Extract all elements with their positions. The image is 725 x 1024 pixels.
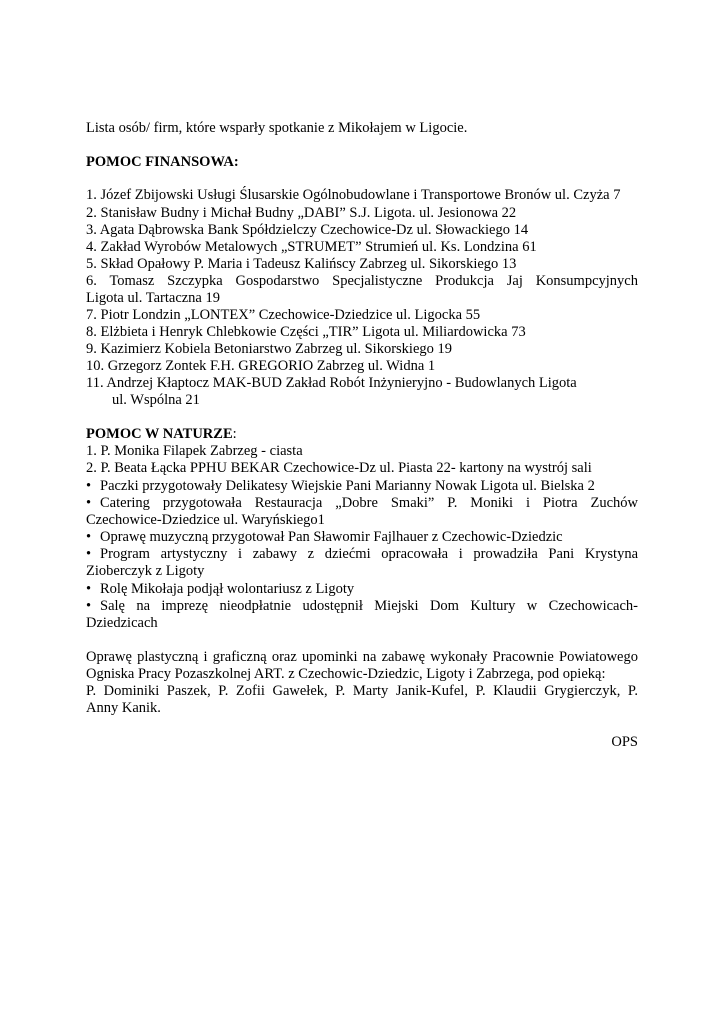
list-item: 5. Skład Opałowy P. Maria i Tadeusz Kalińscy Zabrzeg ul. Sikorskiego 13 [86, 256, 517, 272]
closing-line: Ogniska Pracy Pozaszkolnej ART. z Czechowic-Dziedzic, Ligoty i Zabrzega, pod opieką: [86, 666, 606, 682]
list-item: 6. Tomasz Szczypka Gospodarstwo Specjalistyczne Produkcja Jaj Konsumpcyjnych [86, 273, 638, 289]
bullet-continuation: Zioberczyk z Ligoty [86, 563, 205, 579]
list-item: 11. Andrzej Kłaptocz MAK-BUD Zakład Robót Inżynieryjno - Budowlanych Ligota [86, 375, 577, 391]
list-item-continuation: Ligota ul. Tartaczna 19 [86, 290, 220, 306]
bullet-text: Paczki przygotowały Delikatesy Wiejskie Pani Marianny Nowak Ligota ul. Bielska 2 [100, 478, 595, 494]
inkind-heading-colon: : [232, 426, 237, 442]
bullet-icon: • [86, 495, 92, 511]
closing-line: P. Dominiki Paszek, P. Zofii Gawełek, P. Marty Janik-Kufel, P. Klaudii Grygierczyk, P. [86, 683, 638, 699]
bullet-text: Catering przygotowała Restauracja „Dobre Smaki” P. Moniki i Piotra Zuchów [100, 495, 638, 511]
list-item: 2. Stanisław Budny i Michał Budny „DABI” S.J. Ligota. ul. Jesionowa 22 [86, 205, 517, 221]
bullet-row [86, 545, 638, 563]
bullet-item [86, 494, 638, 512]
inkind-heading [86, 425, 638, 443]
inkind-heading-label: POMOC W NATURZE [86, 426, 233, 442]
list-item: 8. Elżbieta i Henryk Chlebkowie Części „TIR” Ligota ul. Miliardowicka 73 [86, 324, 526, 340]
intro-text: Lista osób/ firm, które wsparły spotkanie z Mikołajem w Ligocie. [86, 120, 468, 136]
bullet-text: Program artystyczny i zabawy z dziećmi opracowała i prowadziła Pani Krystyna [100, 546, 638, 562]
bullet-row [86, 494, 638, 512]
list-item: 1. P. Monika Filapek Zabrzeg - ciasta [86, 443, 303, 459]
closing-line: Anny Kanik. [86, 700, 161, 716]
bullet-item [86, 477, 638, 495]
bullet-text: Rolę Mikołaja podjął wolontariusz z Ligoty [100, 581, 355, 597]
bullet-continuation: Czechowice-Dziedzice ul. Waryńskiego1 [86, 512, 325, 528]
bullet-icon: • [86, 581, 92, 597]
list-item: 2. P. Beata Łącka PPHU BEKAR Czechowice-Dz ul. Piasta 22- kartony na wystrój sali [86, 460, 592, 476]
list-item: 3. Agata Dąbrowska Bank Spółdzielczy Czechowice-Dz ul. Słowackiego 14 [86, 222, 529, 238]
financial-heading: POMOC FINANSOWA: [86, 154, 239, 170]
bullet-item [86, 545, 638, 563]
list-item: 10. Grzegorz Zontek F.H. GREGORIO Zabrzeg ul. Widna 1 [86, 358, 436, 374]
bullet-continuation: Dziedzicach [86, 615, 158, 631]
bullet-text: Salę na imprezę nieodpłatnie udostępnił Miejski Dom Kultury w Czechowicach- [100, 598, 638, 614]
bullet-row [86, 597, 638, 615]
bullet-text: Oprawę muzyczną przygotował Pan Sławomir Fajlhauer z Czechowic-Dziedzic [100, 529, 563, 545]
bullet-icon: • [86, 546, 92, 562]
list-item-continuation: ul. Wspólna 21 [112, 392, 200, 408]
list-item: 4. Zakład Wyrobów Metalowych „STRUMET” Strumień ul. Ks. Londzina 61 [86, 239, 537, 255]
bullet-icon: • [86, 529, 92, 545]
bullet-icon: • [86, 598, 92, 614]
list-item: 7. Piotr Londzin „LONTEX” Czechowice-Dziedzice ul. Ligocka 55 [86, 307, 481, 323]
list-item: 1. Józef Zbijowski Usługi Ślusarskie Ogólnobudowlane i Transportowe Bronów ul. Czyża 7 [86, 187, 621, 203]
closing-line: Oprawę plastyczną i graficzną oraz upominki na zabawę wykonały Pracownie Powiatowego [86, 649, 638, 665]
signature: OPS [611, 734, 638, 750]
bullet-item [86, 528, 638, 546]
bullet-icon: • [86, 478, 92, 494]
list-item: 9. Kazimierz Kobiela Betoniarstwo Zabrzeg ul. Sikorskiego 19 [86, 341, 453, 357]
bullet-item [86, 597, 638, 615]
bullet-item [86, 580, 638, 598]
